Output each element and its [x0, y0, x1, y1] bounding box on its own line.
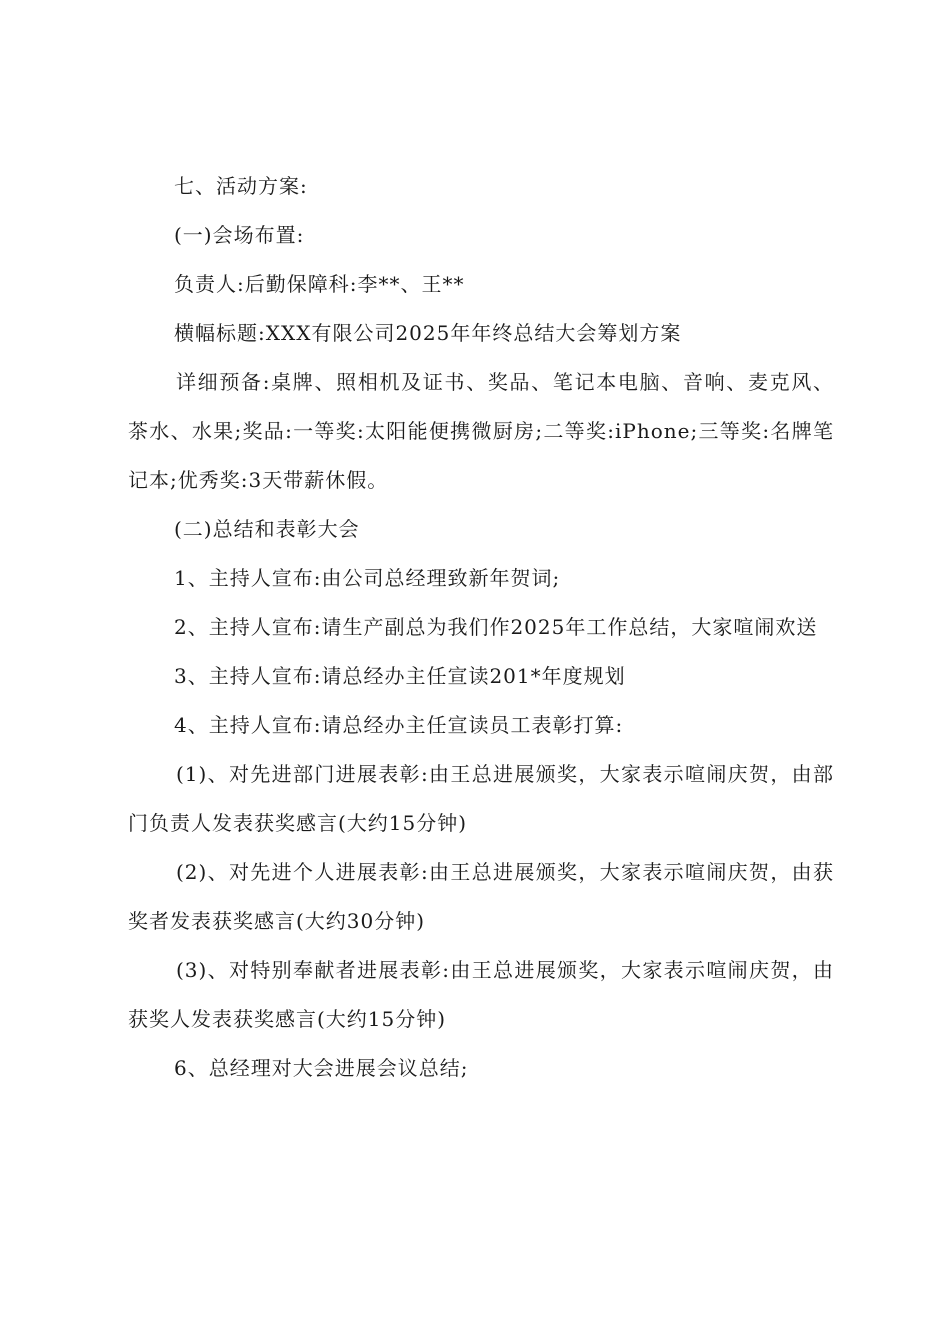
list-item: 3、主持人宣布:请总经办主任宣读201*年度规划: [174, 664, 626, 688]
paragraph: 负责人:后勤保障科:李**、王**: [174, 272, 465, 296]
paragraph: 横幅标题:XXX有限公司2025年年终总结大会筹划方案: [174, 321, 682, 345]
subsection-heading: (二)总结和表彰大会: [174, 517, 360, 541]
list-item: 2、主持人宣布:请生产副总为我们作2025年工作总结，大家喧闹欢送: [174, 615, 818, 639]
list-item: (3)、对特别奉献者进展表彰:由王总进展颁奖，大家表示喧闹庆贺，由获奖人发表获奖感言(大约15分钟): [128, 958, 834, 1031]
subsection-heading: (一)会场布置:: [174, 223, 305, 247]
document-body: [128, 162, 834, 1093]
section-heading: 七、活动方案:: [174, 174, 308, 198]
paragraph: 详细预备:桌牌、照相机及证书、奖品、笔记本电脑、音响、麦克风、茶水、水果;奖品:一等奖:太阳能便携微厨房;二等奖:iPhone;三等奖:名牌笔记本;优秀奖:3天带薪休假。: [128, 370, 834, 492]
list-item: 4、主持人宣布:请总经办主任宣读员工表彰打算:: [174, 713, 624, 737]
list-item: 6、总经理对大会进展会议总结;: [174, 1056, 469, 1080]
list-item: (1)、对先进部门进展表彰:由王总进展颁奖，大家表示喧闹庆贺，由部门负责人发表获奖感言(大约15分钟): [128, 762, 834, 835]
list-item: (2)、对先进个人进展表彰:由王总进展颁奖，大家表示喧闹庆贺，由获奖者发表获奖感言(大约30分钟): [128, 860, 834, 933]
list-item: 1、主持人宣布:由公司总经理致新年贺词;: [174, 566, 561, 590]
